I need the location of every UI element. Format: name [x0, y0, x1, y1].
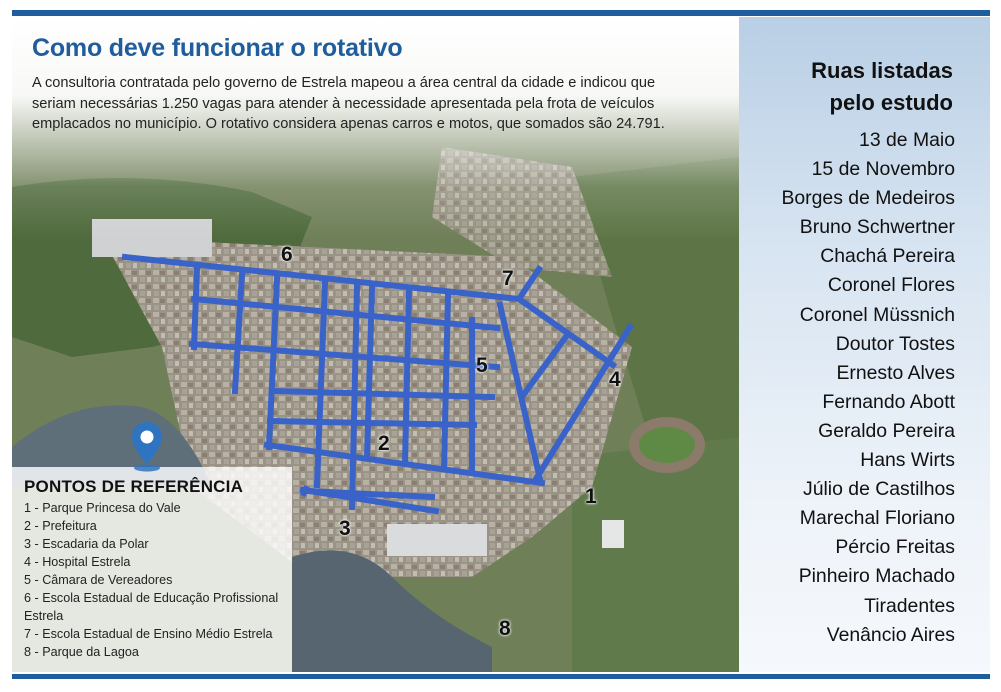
- street-item: Pércio Freitas: [835, 536, 955, 559]
- streets-title-line-2: pelo estudo: [829, 90, 953, 115]
- street-line: [405, 292, 409, 463]
- map-marker-1: 1: [585, 485, 597, 508]
- street-item: Borges de Medeiros: [781, 187, 955, 210]
- map-marker-4: 4: [609, 368, 621, 391]
- legend-item: 4 - Hospital Estrela: [24, 555, 131, 569]
- street-item: 15 de Novembro: [811, 158, 955, 181]
- map-marker-7: 7: [502, 267, 514, 290]
- street-item: Hans Wirts: [860, 449, 955, 472]
- street-item: Geraldo Pereira: [818, 419, 955, 442]
- bottom-rule: [12, 674, 990, 679]
- street-item: Doutor Tostes: [835, 332, 955, 355]
- legend-item: 3 - Escadaria da Polar: [24, 537, 149, 551]
- street-item: Tiradentes: [864, 594, 955, 617]
- map-marker-5: 5: [476, 354, 488, 377]
- street-line: [194, 269, 197, 347]
- legend-title: PONTOS DE REFERÊNCIA: [24, 477, 244, 496]
- top-rule: [12, 10, 990, 16]
- street-line: [444, 295, 448, 468]
- street-item: Bruno Schwertner: [799, 216, 955, 239]
- map-marker-8: 8: [499, 617, 511, 640]
- streets-title: [811, 55, 953, 119]
- legend-item: 2 - Prefeitura: [24, 519, 97, 533]
- legend-item: 5 - Câmara de Vereadores: [24, 573, 173, 587]
- street-item: Venâncio Aires: [826, 623, 955, 646]
- street-item: Júlio de Castilhos: [803, 478, 955, 501]
- page-title: Como deve funcionar o rotativo: [32, 34, 403, 62]
- location-pin-icon: [130, 420, 164, 472]
- streets-title-line-1: Ruas listadas: [811, 58, 953, 83]
- street-list: [781, 126, 955, 650]
- map-marker-2: 2: [378, 432, 390, 455]
- map-marker-3: 3: [339, 517, 351, 540]
- legend-item: 7 - Escola Estadual de Ensino Médio Estrela: [24, 627, 273, 641]
- legend-item: 8 - Parque da Lagoa: [24, 645, 139, 659]
- intro-text: A consultoria contratada pelo governo de Estrela mapeou a área central da cidade e indicou que seriam necessárias 1.250 vagas para atender à necessidade apresentada pela frota de veículos emplacados no município. O rotativo considera apenas carros e motos, que somados são 24.791.: [32, 75, 665, 132]
- street-item: Marechal Floriano: [799, 507, 955, 530]
- street-item: Coronel Flores: [827, 274, 955, 297]
- street-item: Chachá Pereira: [820, 245, 955, 268]
- street-item: Fernando Abott: [822, 390, 955, 413]
- legend-item: 1 - Parque Princesa do Vale: [24, 501, 181, 515]
- map-marker-6: 6: [281, 243, 293, 266]
- legend-item: 6 - Escola Estadual de Educação Profissional Estrela: [24, 591, 279, 623]
- reference-points-list: [24, 499, 289, 661]
- street-item: Pinheiro Machado: [798, 565, 955, 588]
- street-item: Coronel Müssnich: [799, 303, 955, 326]
- street-item: 13 de Maio: [859, 129, 955, 151]
- street-item: Ernesto Alves: [836, 361, 955, 384]
